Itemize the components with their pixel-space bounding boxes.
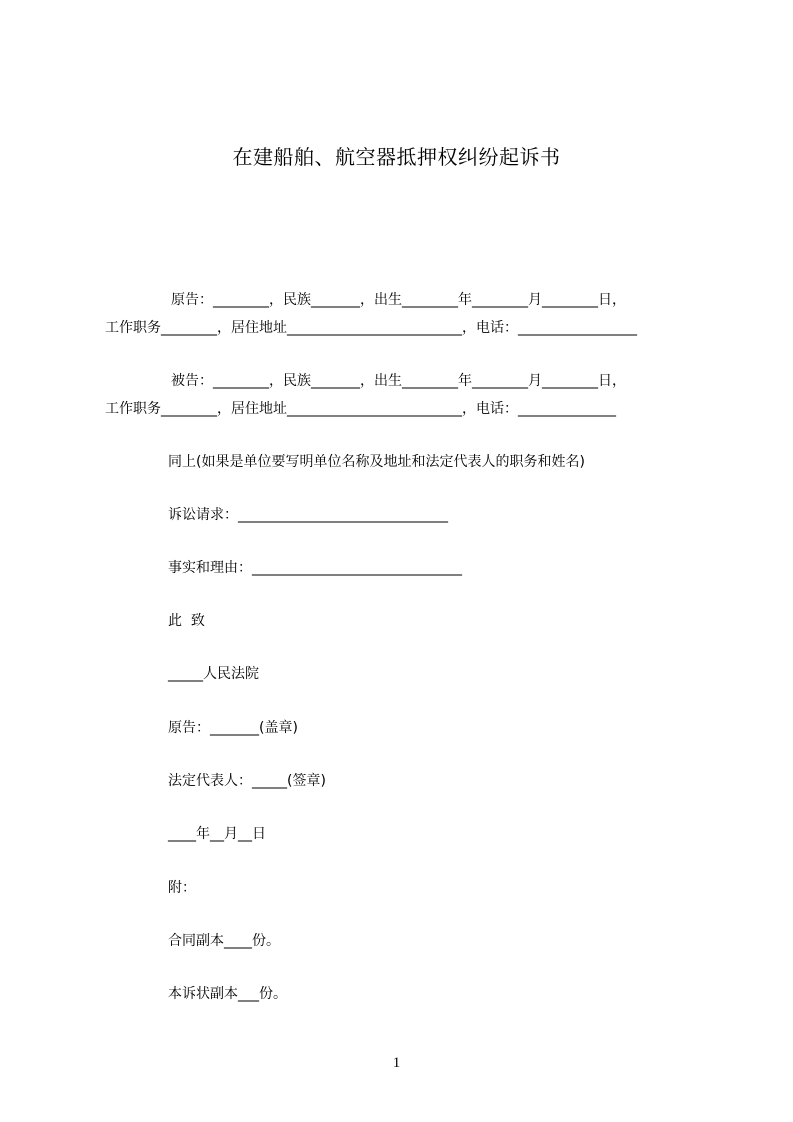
- same-as-above-note: 同上(如果是单位要写明单位名称及地址和法定代表人的职务和姓名): [168, 454, 585, 470]
- plaintiff-line-2: 工作职务________，居住地址_________________________，电话：_________________: [105, 320, 637, 336]
- facts-and-reasons: 事实和理由：______________________________: [168, 560, 462, 576]
- defendant-line-2: 工作职务________，居住地址_________________________，电话：______________: [105, 401, 616, 417]
- defendant-line-1: 被告：________，民族_______，出生________年________月________日，: [171, 373, 626, 389]
- signature-date: ____年__月__日: [168, 826, 266, 842]
- plaintiff-line-1: 原告：________，民族_______，出生________年________月________日，: [171, 292, 626, 308]
- plaintiff-signature: 原告：_______(盖章): [168, 720, 298, 736]
- court-name: _____人民法院: [168, 666, 259, 682]
- attachment-label: 附：: [168, 880, 196, 896]
- complaint-copies: 本诉状副本___份。: [168, 986, 287, 1002]
- page-number: 1: [392, 1055, 401, 1071]
- legal-representative-signature: 法定代表人：_____(签章): [168, 773, 326, 789]
- salutation: 此 致: [168, 613, 205, 629]
- document-title: 在建船舶、航空器抵押权纠纷起诉书: [232, 145, 561, 169]
- litigation-claims: 诉讼请求：______________________________: [168, 507, 448, 523]
- contract-copies: 合同副本____份。: [168, 933, 280, 949]
